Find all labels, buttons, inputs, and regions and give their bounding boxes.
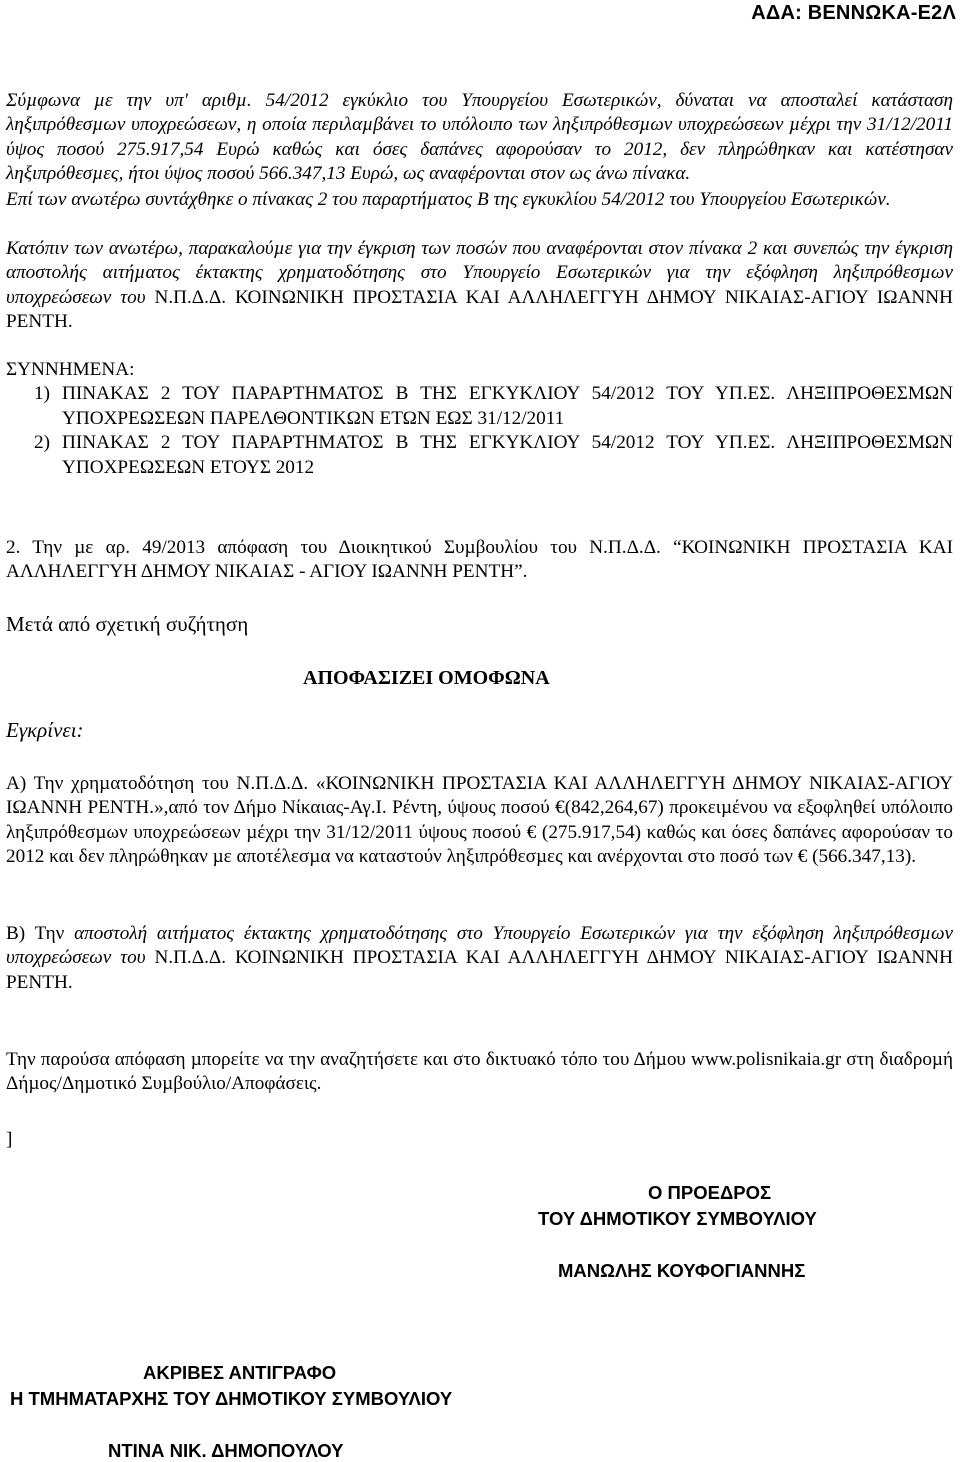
president-name: ΜΑΝΩΛΗΣ ΚΟΥΦΟΓΙΑΝΝΗΣ xyxy=(558,1260,806,1281)
attachment-text: ΠΙΝΑΚΑΣ 2 ΤΟΥ ΠΑΡΑΡΤΗΜΑΤΟΣ Β ΤΗΣ ΕΓΚΥΚΛΙΟΥ 54/2012 ΤΟΥ ΥΠ.ΕΣ. ΛΗΞΙΠΡΟΘΕΣΜΩΝ ΥΠΟΧΡΕΩΣΕΩΝ ΕΤΟΥΣ 2012 xyxy=(62,432,953,478)
decision-b-paragraph xyxy=(6,922,953,995)
attachment-number: 2) xyxy=(34,432,50,454)
publish-text: Την παρούσα απόφαση µπορείτε να την αναζητήσετε και στο δικτυακό τόπο του Δήµου www.polisnikaia.gr στη διαδροµή Δήµος/Δηµοτικό Συµβούλιο/Αποφάσεις. xyxy=(6,1049,953,1095)
decision-a-lead: Α) Την xyxy=(6,773,64,794)
attachment-text: ΠΙΝΑΚΑΣ 2 ΤΟΥ ΠΑΡΑΡΤΗΜΑΤΟΣ Β ΤΗΣ ΕΓΚΥΚΛΙΟΥ 54/2012 ΤΟΥ ΥΠ.ΕΣ. ΛΗΞΙΠΡΟΘΕΣΜΩΝ ΥΠΟΧΡΕΩΣΕΩΝ ΠΑΡΕΛΘΟΝΤΙΚΩΝ ΕΤΩΝ ΕΩΣ 31/12/2011 xyxy=(62,383,953,429)
approves-label: Εγκρίνει: xyxy=(6,718,84,742)
copy-department: Η ΤΜΗΜΑΤΑΡΧΗΣ ΤΟΥ ΔΗΜΟΤΙΚΟΥ ΣΥΜΒΟΥΛΙΟΥ xyxy=(10,1388,453,1409)
decision-b-lead: Β) Την xyxy=(6,923,65,944)
attachment-item xyxy=(34,382,953,431)
decision-b-entity: Ν.Π.Δ.Δ. ΚΟΙΝΩΝΙΚΗ ΠΡΟΣΤΑΣΙΑ ΚΑΙ ΑΛΛΗΛΕΓΓΥΗ ΔΗΜΟΥ ΝΙΚΑΙΑΣ-ΑΓΙΟΥ ΙΩΑΝΝΗ ΡΕΝΤΗ. xyxy=(6,947,953,993)
publish-paragraph xyxy=(6,1048,953,1097)
table-text: Επί των ανωτέρω συντάχθηκε ο πίνακας 2 του παραρτήµατος Β της εγκυκλίου 54/2012 του Υπουργείου Εσωτερικών. xyxy=(6,189,891,210)
attachments-title: ΣΥΝΝΗΜΕΝΑ: xyxy=(6,359,135,380)
decision-b-text: αποστολή αιτήµατος έκτακτης χρηµατοδότησης στο Υπουργείο Εσωτερικών για την εξόφληση ληξιπρόθεσµων υποχρεώσεων του xyxy=(6,923,954,969)
attachment-item xyxy=(34,431,953,480)
bracket-mark: ] xyxy=(6,1129,13,1150)
decides-heading: ΑΠΟΦΑΣΙΖΕΙ ΟΜΟΦΩΝΑ xyxy=(303,667,550,689)
table-paragraph xyxy=(6,188,953,212)
copy-name: ΝΤΙΝΑ ΝΙΚ. ΔΗΜΟΠΟΥΛΟΥ xyxy=(108,1440,344,1461)
decision-a-paragraph xyxy=(6,772,953,870)
attachments-section xyxy=(6,358,953,480)
president-council: ΤΟΥ ΔΗΜΟΤΙΚΟΥ ΣΥΜΒΟΥΛΙΟΥ xyxy=(538,1208,817,1229)
discussion-line: Μετά από σχετική συζήτηση xyxy=(6,612,249,636)
request-entity: Ν.Π.Δ.Δ. ΚΟΙΝΩΝΙΚΗ ΠΡΟΣΤΑΣΙΑ ΚΑΙ ΑΛΛΗΛΕΓΓΥΗ ΔΗΜΟΥ ΝΙΚΑΙΑΣ-ΑΓΙΟΥ ΙΩΑΝΝΗ ΡΕΝΤΗ. xyxy=(6,286,953,333)
copy-title: ΑΚΡΙΒΕΣ ΑΝΤΙΓΡΑΦΟ xyxy=(143,1362,337,1383)
board-decision-text: 2. Την µε αρ. 49/2013 απόφαση του Διοικητικού Συµβουλίου του Ν.Π.Δ.Δ. “ΚΟΙΝΩΝΙΚΗ ΠΡΟΣΤΑΣΙΑ ΚΑΙ ΑΛΛΗΛΕΓΓΥΗ ΔΗΜΟΥ ΝΙΚΑΙΑΣ - ΑΓΙΟΥ ΙΩΑΝΝΗ ΡΕΝΤΗ”. xyxy=(6,537,953,583)
intro-paragraph xyxy=(6,89,953,187)
decision-a-text: χρηµατοδότηση του Ν.Π.Δ.Δ. «ΚΟΙΝΩΝΙΚΗ ΠΡΟΣΤΑΣΙΑ ΚΑΙ ΑΛΛΗΛΕΓΓΥΗ ΔΗΜΟΥ ΝΙΚΑΙΑΣ-ΑΓΙΟΥ ΙΩΑΝΝΗ ΡΕΝΤΗ.»,από τον Δήµο Νίκαιας-Αγ.Ι. Ρέντη, ύψους ποσού €(842,264,67) προκειµένου να εξοφληθεί υπόλοιπο ληξιπρόθεσµων υποχρεώσεων µέχρι την 31/12/2011 ύψους ποσού € (275.917,54) καθώς και όσες δαπάνες αφορούσαν το 2012 και δεν πληρώθηκαν µε αποτέλεσµα να καταστούν ληξιπρόθεσµες και ανέρχονται στο ποσό των € (566.347,13). xyxy=(6,773,953,868)
president-title: Ο ΠΡΟΕΔΡΟΣ xyxy=(648,1182,772,1203)
intro-text: Σύµφωνα µε την υπ' αριθµ. 54/2012 εγκύκλιο του Υπουργείου Εσωτερικών, δύναται να αποσταλεί κατάσταση ληξιπρόθεσµων υποχρεώσεων, η οποία περιλαµβάνει το υπόλοιπο των ληξιπρόθεσµων υποχρεώσεων µέχρι την 31/12/2011 ύψος ποσού 275.917,54 Ευρώ καθώς και όσες δαπάνες αφορούσαν το 2012, δεν πληρώθηκαν και κατέστησαν ληξιπρόθεσµες, ήτοι ύψος ποσού 566.347,13 Ευρώ, ως αναφέρονται στον ως άνω πίνακα. xyxy=(6,90,953,185)
board-decision-paragraph xyxy=(6,536,953,585)
ada-code: ΑΔΑ: ΒΕΝΝΩΚΑ-Ε2Λ xyxy=(751,2,956,24)
request-text: Κατόπιν των ανωτέρω, παρακαλούµε για την έγκριση των ποσών που αναφέρονται στον πίνακα 2 και συνεπώς την έγκριση αποστολής αιτήµατος έκτακτης χρηµατοδότησης στο Υπουργείο Εσωτερικών για την εξόφληση ληξιπρόθεσµων υποχρεώσεων του xyxy=(6,238,953,308)
request-paragraph xyxy=(6,237,953,335)
attachment-number: 1) xyxy=(34,383,50,405)
